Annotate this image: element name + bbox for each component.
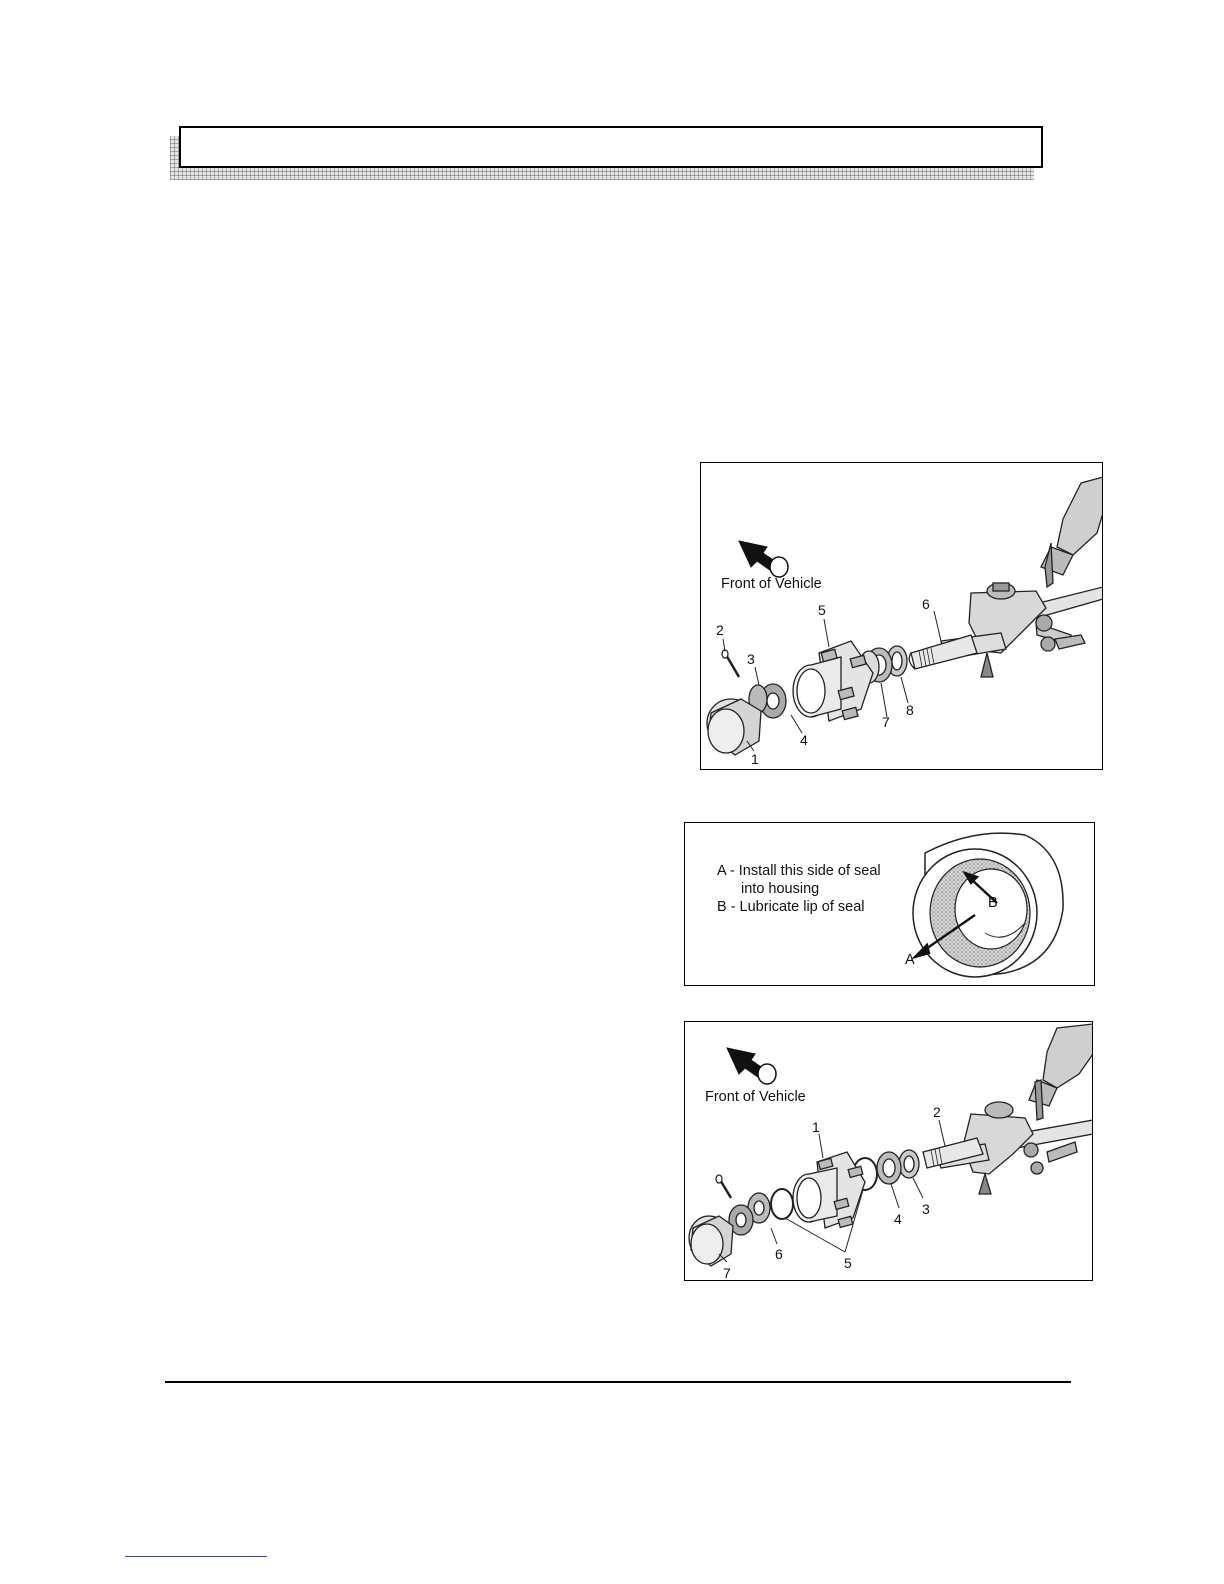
seal-note-b: B - Lubricate lip of seal [717,899,865,915]
seal-marker-b: B [988,895,998,911]
callout-2: 2 [716,622,724,638]
callout-2-2: 2 [933,1104,941,1120]
callout-2-1: 1 [812,1119,820,1135]
front-arrow-icon [739,541,788,577]
front-of-vehicle-label-2: Front of Vehicle [705,1089,806,1105]
footer-link-underline[interactable] [125,1556,267,1557]
hub-drawing-2 [793,1152,865,1228]
callout-2-7: 7 [723,1265,731,1281]
callout-2-5: 5 [844,1255,852,1271]
callout-5: 5 [818,602,826,618]
figure-hub-exploded-view-1 [700,462,1103,770]
callout-3: 3 [747,651,755,667]
figure-hub-exploded-view-2 [684,1021,1093,1281]
strut-drawing-2 [935,1024,1093,1194]
callout-2-3: 3 [922,1201,930,1217]
figure-2-illustration [685,823,1095,986]
seal-note-a: A - Install this side of seal [717,863,881,879]
section-header-box [179,126,1043,168]
seal-note-a-continued: into housing [741,881,820,897]
callout-2-6: 6 [775,1246,783,1262]
callout-7: 7 [882,714,890,730]
figure-3-illustration [685,1022,1093,1281]
figure-seal-detail [684,822,1095,986]
footer-rule [165,1381,1071,1383]
figure-1-illustration [701,463,1103,770]
callout-4: 4 [800,732,808,748]
nut-pin-cap-drawing-2 [689,1175,770,1266]
seal-marker-a: A [905,952,915,968]
callout-8: 8 [906,702,914,718]
front-arrow-icon-2 [727,1048,776,1084]
front-of-vehicle-label: Front of Vehicle [721,576,822,592]
callout-2-4: 4 [894,1211,902,1227]
callout-6: 6 [922,596,930,612]
hub-drawing [793,641,873,721]
callout-1: 1 [751,751,759,767]
